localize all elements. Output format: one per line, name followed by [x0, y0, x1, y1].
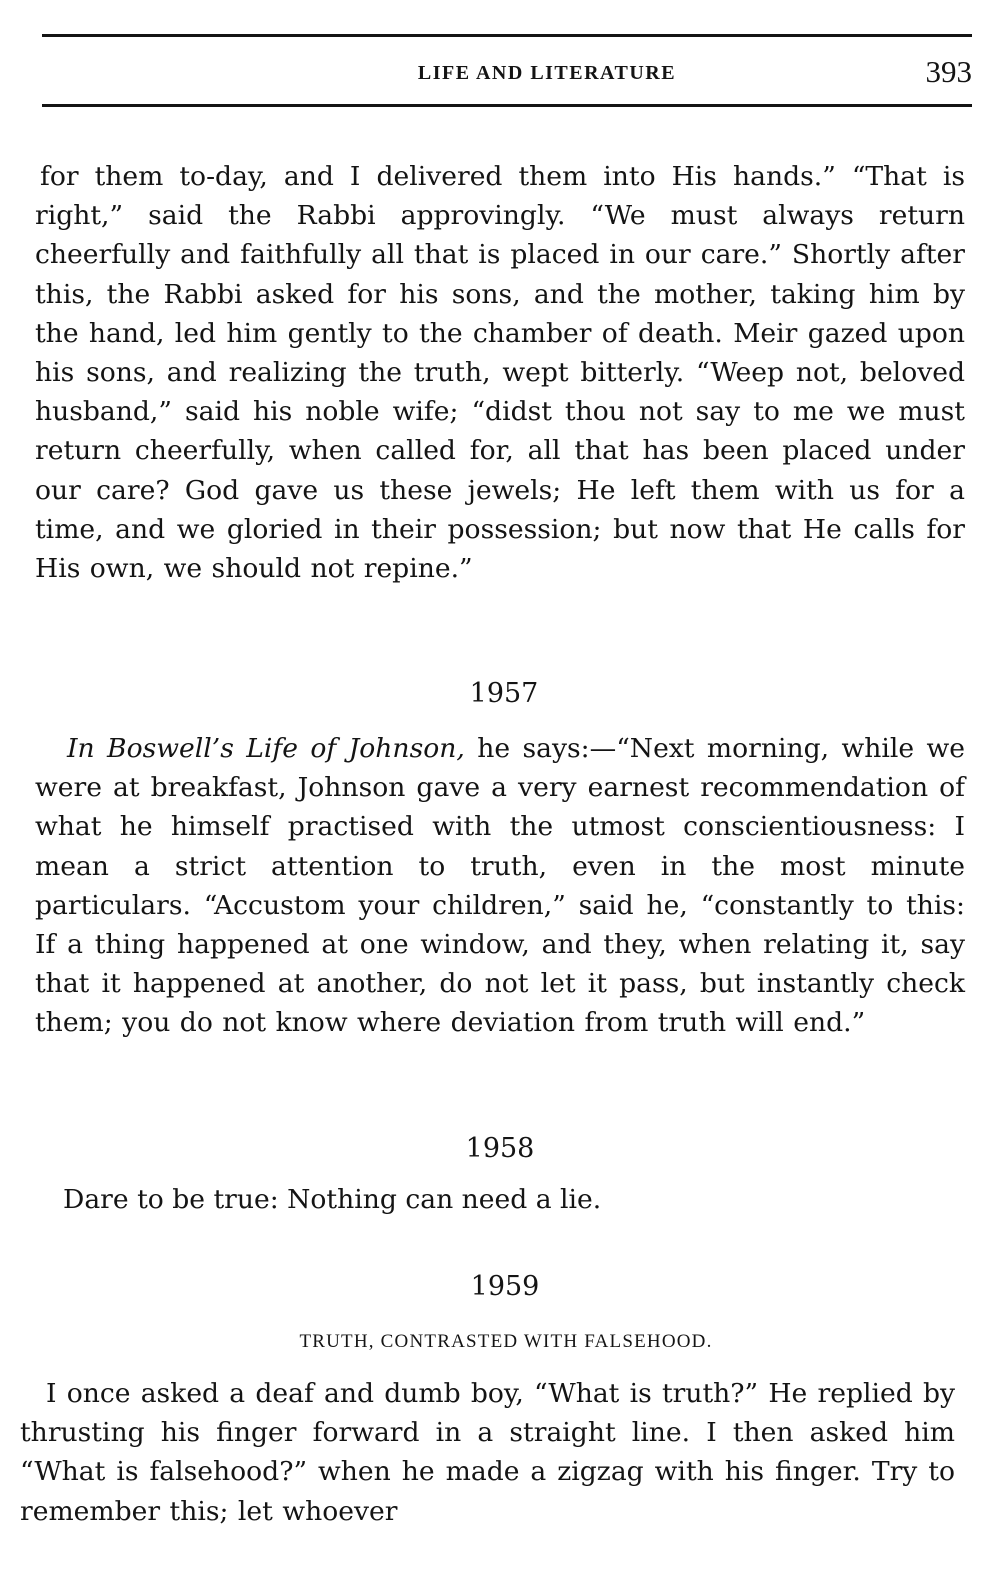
entry-number-1957: 1957 [469, 678, 539, 709]
page-number: 393 [925, 54, 972, 89]
entry-number-1959: 1959 [470, 1271, 540, 1302]
continuation-paragraph: for them to-day, and I delivered them into His hands.” “That is right,” said the Rabbi approvingly. “We must always return cheerfully and faithfully all that is placed in our care.” Shortly after this, the Rabbi asked for his sons, and the mother, taking him by the hand, led him gently to the chamber of death. Meir gazed upon his sons, and realizing the truth, wept bitterly. “Weep not, beloved husband,” said his noble wife; “didst thou not say to me we must return cheerfully, when called for, all that has been placed under our care? God gave us these jewels; He left them with us for a time, and we gloried in their possession; but now that He calls for His own, we should not repine.” [35, 161, 965, 585]
entry-1958-paragraph: Dare to be true: Nothing can need a lie. [63, 1184, 602, 1215]
entry-1959-heading: TRUTH, CONTRASTED WITH FALSEHOOD. [299, 1331, 713, 1352]
running-title: LIFE AND LITERATURE [417, 62, 677, 84]
entry-1957-paragraph [35, 729, 965, 1043]
entry-number-1958: 1958 [465, 1133, 535, 1164]
entry-1957-italic-lead: In Boswell’s Life of Johnson, [67, 733, 465, 764]
running-head [42, 54, 972, 94]
entry-1959-paragraph: I once asked a deaf and dumb boy, “What is truth?” He replied by thrusting his finger forward in a straight line. I then asked him “What is falsehood?” when he made a zigzag with his finger. Try to remember this; let whoever [20, 1378, 955, 1527]
header-bottom-rule [42, 104, 972, 107]
entry-1957-text: he says:—“Next morning, while we were at breakfast, Johnson gave a very earnest recommendation of what he himself practised with the utmost conscientiousness: I mean a strict attention to truth, even in the most minute particulars. “Accustom your children,” said he, “constantly to this: If a thing happened at one window, and they, when relating it, say that it happened at another, do not let it pass, but instantly check them; you do not know where deviation from truth will end.” [35, 733, 966, 1039]
header-top-rule [42, 34, 972, 37]
